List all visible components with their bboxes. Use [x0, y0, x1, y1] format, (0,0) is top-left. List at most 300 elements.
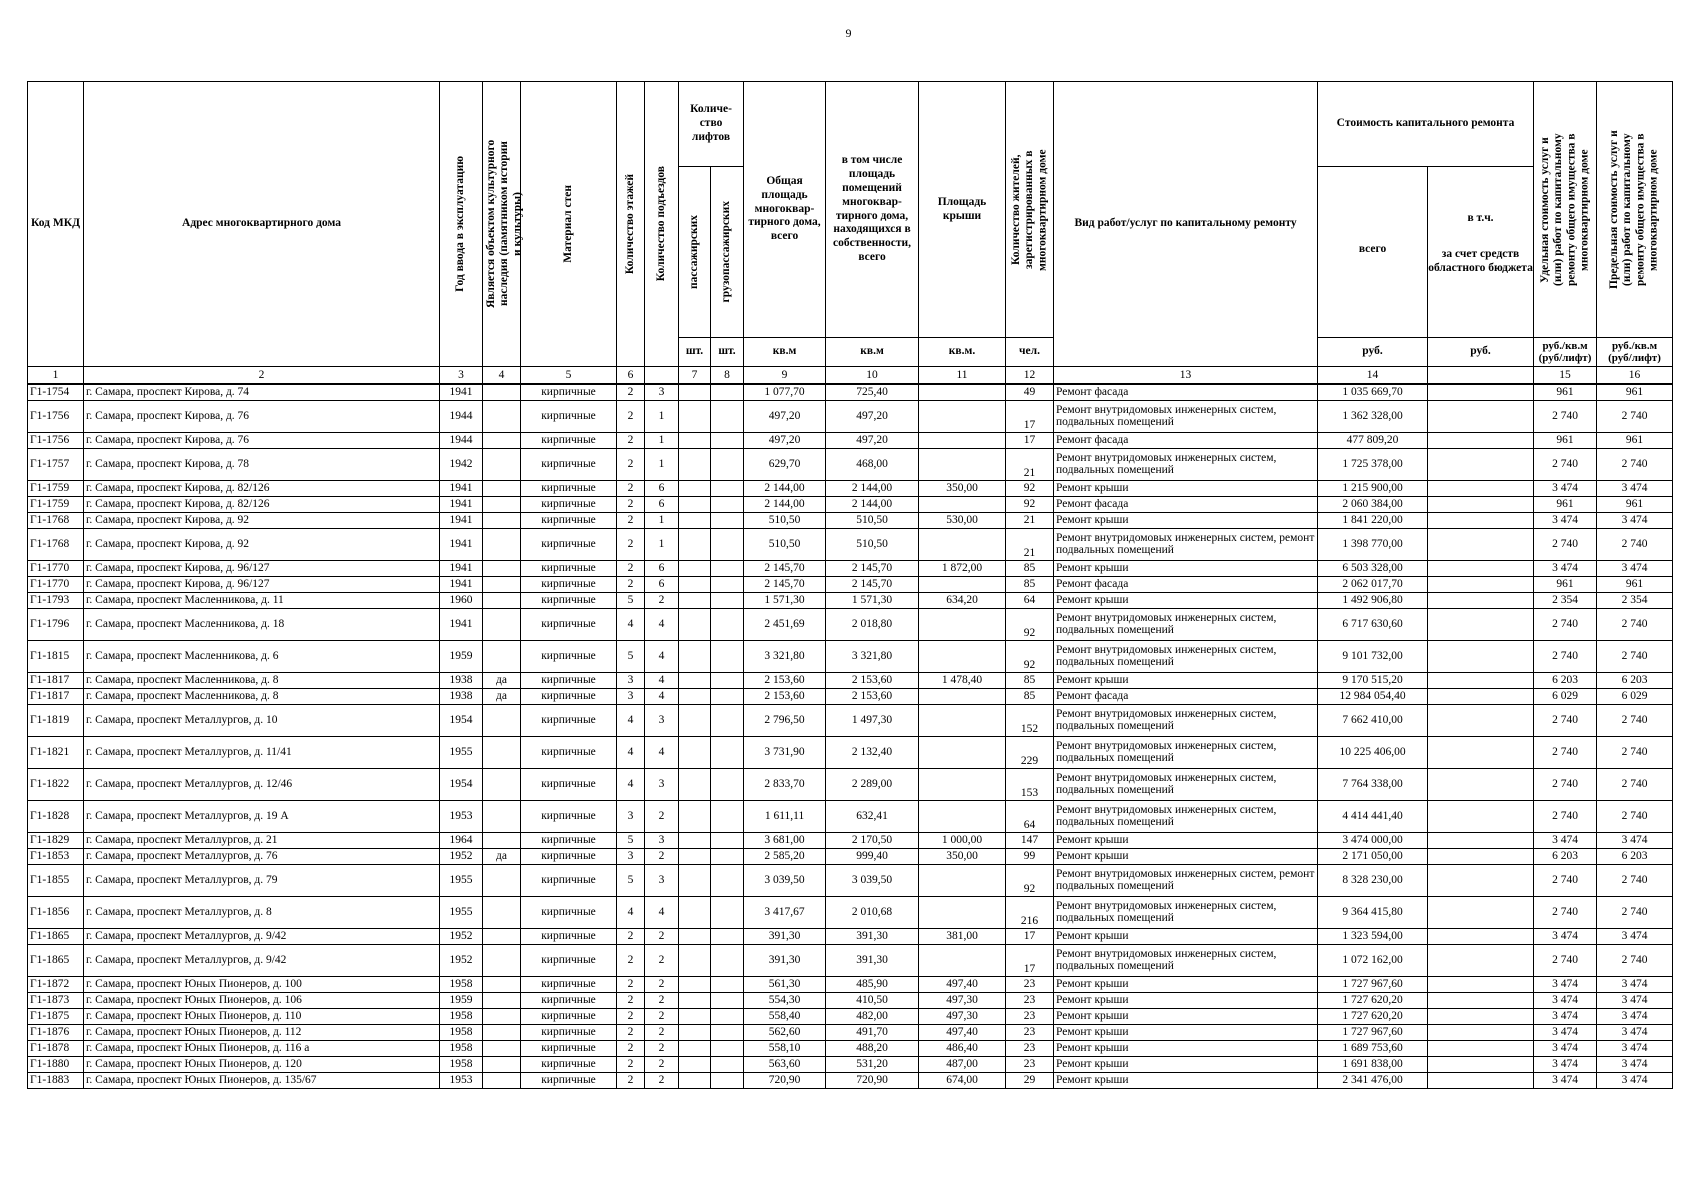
- cell-code: Г1-1875: [28, 1008, 84, 1024]
- cell-entrances: 4: [645, 896, 679, 928]
- cell-address: г. Самара, проспект Кирова, д. 92: [84, 528, 440, 560]
- cell-year: 1938: [440, 672, 483, 688]
- cell-lifts-cargo: [711, 1072, 744, 1088]
- cell-year: 1955: [440, 864, 483, 896]
- cell-work-type: Ремонт внутридомовых инженерных систем, подвальных помещений: [1054, 608, 1318, 640]
- cell-max-cost: 961: [1597, 496, 1673, 512]
- cell-residents: 229: [1006, 736, 1054, 768]
- header-work-type: Вид работ/услуг по капитальному ремонту: [1054, 82, 1318, 367]
- header-cost-incl-label: в т.ч.: [1467, 212, 1494, 225]
- header-cost: Стоимость капитального ремонта: [1318, 82, 1534, 167]
- cell-roof-area: [919, 400, 1006, 432]
- cell-cost-total: 1 727 620,20: [1318, 1008, 1428, 1024]
- cell-unit-cost: 961: [1534, 384, 1597, 400]
- cell-cost-total: 7 662 410,00: [1318, 704, 1428, 736]
- cell-code: Г1-1829: [28, 832, 84, 848]
- cell-cost-total: 1 323 594,00: [1318, 928, 1428, 944]
- cell-floors: 2: [617, 528, 645, 560]
- cell-total-area: 391,30: [744, 944, 826, 976]
- cell-floors: 5: [617, 864, 645, 896]
- cell-cost-budget: [1428, 496, 1534, 512]
- cell-entrances: 3: [645, 832, 679, 848]
- cell-material: кирпичные: [521, 944, 617, 976]
- cell-address: г. Самара, проспект Кирова, д. 76: [84, 432, 440, 448]
- unit-pcs-cargo: шт.: [711, 338, 744, 367]
- cell-address: г. Самара, проспект Юных Пионеров, д. 100: [84, 976, 440, 992]
- header-material: Материал стен: [521, 82, 617, 367]
- cell-cost-total: 1 691 838,00: [1318, 1056, 1428, 1072]
- cell-lifts-cargo: [711, 1040, 744, 1056]
- cell-max-cost: 961: [1597, 432, 1673, 448]
- cell-floors: 2: [617, 1024, 645, 1040]
- cell-code: Г1-1817: [28, 672, 84, 688]
- cell-owned-area: 391,30: [826, 928, 919, 944]
- cell-heritage: [483, 384, 521, 400]
- cell-lifts-passenger: [679, 976, 711, 992]
- cell-cost-total: 1 362 328,00: [1318, 400, 1428, 432]
- cell-heritage: [483, 768, 521, 800]
- cell-material: кирпичные: [521, 928, 617, 944]
- column-number: 9: [744, 367, 826, 385]
- cell-address: г. Самара, проспект Масленникова, д. 6: [84, 640, 440, 672]
- table-row: [28, 736, 1673, 768]
- table-row: [28, 432, 1673, 448]
- cell-year: 1952: [440, 928, 483, 944]
- cell-floors: 3: [617, 800, 645, 832]
- cell-lifts-cargo: [711, 928, 744, 944]
- cell-lifts-passenger: [679, 800, 711, 832]
- cell-material: кирпичные: [521, 576, 617, 592]
- cell-address: г. Самара, проспект Металлургов, д. 19 А: [84, 800, 440, 832]
- cell-total-area: 2 585,20: [744, 848, 826, 864]
- cell-cost-total: 1 727 620,20: [1318, 992, 1428, 1008]
- cell-heritage: [483, 736, 521, 768]
- cell-owned-area: 2 289,00: [826, 768, 919, 800]
- cell-unit-cost: 6 203: [1534, 848, 1597, 864]
- cell-address: г. Самара, проспект Кирова, д. 76: [84, 400, 440, 432]
- cell-max-cost: 2 354: [1597, 592, 1673, 608]
- cell-work-type: Ремонт крыши: [1054, 512, 1318, 528]
- cell-floors: 3: [617, 672, 645, 688]
- cell-unit-cost: 6 029: [1534, 688, 1597, 704]
- cell-cost-budget: [1428, 528, 1534, 560]
- cell-floors: 4: [617, 768, 645, 800]
- cell-roof-area: 1 000,00: [919, 832, 1006, 848]
- table-row: [28, 592, 1673, 608]
- cell-code: Г1-1756: [28, 400, 84, 432]
- cell-roof-area: 350,00: [919, 848, 1006, 864]
- cell-owned-area: 2 144,00: [826, 480, 919, 496]
- cell-unit-cost: 3 474: [1534, 1072, 1597, 1088]
- cell-material: кирпичные: [521, 800, 617, 832]
- cell-cost-total: 1 841 220,00: [1318, 512, 1428, 528]
- cell-max-cost: 3 474: [1597, 512, 1673, 528]
- cell-cost-budget: [1428, 976, 1534, 992]
- cell-max-cost: 2 740: [1597, 528, 1673, 560]
- cell-total-area: 510,50: [744, 528, 826, 560]
- cell-lifts-passenger: [679, 672, 711, 688]
- header-lifts-cargo: грузопассажирских: [711, 167, 744, 338]
- cell-code: Г1-1828: [28, 800, 84, 832]
- cell-roof-area: [919, 688, 1006, 704]
- cell-floors: 2: [617, 480, 645, 496]
- cell-heritage: [483, 928, 521, 944]
- header-roof-area: Площадь крыши: [919, 82, 1006, 338]
- header-lifts: Количе-ство лифтов: [679, 82, 744, 167]
- cell-entrances: 2: [645, 992, 679, 1008]
- cell-cost-total: 2 062 017,70: [1318, 576, 1428, 592]
- cell-owned-area: 2 145,70: [826, 560, 919, 576]
- cell-total-area: 497,20: [744, 432, 826, 448]
- cell-address: г. Самара, проспект Металлургов, д. 10: [84, 704, 440, 736]
- cell-lifts-passenger: [679, 688, 711, 704]
- cell-entrances: 4: [645, 640, 679, 672]
- cell-cost-budget: [1428, 1024, 1534, 1040]
- unit-rate-max-cost: руб./кв.м (руб/лифт): [1597, 338, 1673, 367]
- cell-address: г. Самара, проспект Металлургов, д. 79: [84, 864, 440, 896]
- cell-unit-cost: 2 740: [1534, 528, 1597, 560]
- unit-area-owned: кв.м: [826, 338, 919, 367]
- cell-lifts-passenger: [679, 512, 711, 528]
- column-number-row: [28, 367, 1673, 385]
- cell-lifts-passenger: [679, 1008, 711, 1024]
- cell-work-type: Ремонт фасада: [1054, 576, 1318, 592]
- cell-code: Г1-1754: [28, 384, 84, 400]
- cell-roof-area: 497,30: [919, 1008, 1006, 1024]
- cell-max-cost: 3 474: [1597, 1072, 1673, 1088]
- cell-work-type: Ремонт фасада: [1054, 496, 1318, 512]
- cell-cost-budget: [1428, 1056, 1534, 1072]
- cell-heritage: [483, 944, 521, 976]
- cell-work-type: Ремонт внутридомовых инженерных систем, ремонт подвальных помещений: [1054, 864, 1318, 896]
- cell-year: 1953: [440, 1072, 483, 1088]
- cell-total-area: 554,30: [744, 992, 826, 1008]
- cell-owned-area: 485,90: [826, 976, 919, 992]
- cell-heritage: [483, 864, 521, 896]
- header-unit-cost: Удельная стоимость услуг и (или) работ по капитальному ремонту общего имущества в многоквартирном доме: [1534, 82, 1597, 338]
- cell-floors: 2: [617, 992, 645, 1008]
- cell-year: 1942: [440, 448, 483, 480]
- cell-work-type: Ремонт крыши: [1054, 1008, 1318, 1024]
- cell-code: Г1-1759: [28, 480, 84, 496]
- cell-year: 1959: [440, 992, 483, 1008]
- cell-year: 1953: [440, 800, 483, 832]
- cell-cost-budget: [1428, 800, 1534, 832]
- cell-residents: 21: [1006, 512, 1054, 528]
- header-cost-budget: за счет средств областного бюджета: [1428, 248, 1533, 274]
- cell-total-area: 2 796,50: [744, 704, 826, 736]
- cell-cost-budget: [1428, 768, 1534, 800]
- cell-work-type: Ремонт крыши: [1054, 592, 1318, 608]
- cell-cost-total: 4 414 441,40: [1318, 800, 1428, 832]
- cell-heritage: [483, 432, 521, 448]
- cell-residents: 23: [1006, 992, 1054, 1008]
- table-row: [28, 864, 1673, 896]
- cell-owned-area: 2 153,60: [826, 672, 919, 688]
- cell-cost-budget: [1428, 896, 1534, 928]
- cell-roof-area: 486,40: [919, 1040, 1006, 1056]
- cell-material: кирпичные: [521, 480, 617, 496]
- cell-work-type: Ремонт крыши: [1054, 1072, 1318, 1088]
- cell-lifts-passenger: [679, 480, 711, 496]
- cell-cost-budget: [1428, 944, 1534, 976]
- cell-code: Г1-1759: [28, 496, 84, 512]
- cell-total-area: 2 145,70: [744, 576, 826, 592]
- cell-cost-total: 477 809,20: [1318, 432, 1428, 448]
- cell-floors: 2: [617, 576, 645, 592]
- header-owned-area: в том числе площадь помещений многоквар-тирного дома, находящихся в собственности, всего: [826, 82, 919, 338]
- cell-total-area: 3 417,67: [744, 896, 826, 928]
- column-number: 13: [1054, 367, 1318, 385]
- cell-residents: 92: [1006, 496, 1054, 512]
- cell-address: г. Самара, проспект Юных Пионеров, д. 106: [84, 992, 440, 1008]
- cell-year: 1958: [440, 1008, 483, 1024]
- cell-work-type: Ремонт фасада: [1054, 432, 1318, 448]
- cell-entrances: 2: [645, 1040, 679, 1056]
- cell-lifts-cargo: [711, 768, 744, 800]
- cell-roof-area: [919, 640, 1006, 672]
- cell-entrances: 6: [645, 576, 679, 592]
- cell-owned-area: 2 145,70: [826, 576, 919, 592]
- cell-max-cost: 3 474: [1597, 1024, 1673, 1040]
- cell-roof-area: 350,00: [919, 480, 1006, 496]
- table-row: [28, 496, 1673, 512]
- cell-residents: 147: [1006, 832, 1054, 848]
- cell-work-type: Ремонт крыши: [1054, 992, 1318, 1008]
- cell-material: кирпичные: [521, 512, 617, 528]
- header-cost-incl: [1428, 167, 1534, 338]
- cell-material: кирпичные: [521, 992, 617, 1008]
- cell-work-type: Ремонт внутридомовых инженерных систем, подвальных помещений: [1054, 736, 1318, 768]
- cell-address: г. Самара, проспект Металлургов, д. 21: [84, 832, 440, 848]
- cell-heritage: [483, 800, 521, 832]
- cell-heritage: [483, 608, 521, 640]
- cell-total-area: 2 451,69: [744, 608, 826, 640]
- cell-address: г. Самара, проспект Металлургов, д. 9/42: [84, 944, 440, 976]
- cell-residents: 23: [1006, 1056, 1054, 1072]
- cell-residents: 23: [1006, 976, 1054, 992]
- cell-cost-total: 1 689 753,60: [1318, 1040, 1428, 1056]
- cell-residents: 64: [1006, 800, 1054, 832]
- cell-lifts-cargo: [711, 736, 744, 768]
- cell-unit-cost: 2 740: [1534, 944, 1597, 976]
- cell-owned-area: 468,00: [826, 448, 919, 480]
- cell-heritage: [483, 1040, 521, 1056]
- cell-roof-area: [919, 528, 1006, 560]
- cell-work-type: Ремонт крыши: [1054, 1024, 1318, 1040]
- cell-work-type: Ремонт крыши: [1054, 1056, 1318, 1072]
- cell-code: Г1-1757: [28, 448, 84, 480]
- cell-lifts-cargo: [711, 992, 744, 1008]
- cell-total-area: 558,40: [744, 1008, 826, 1024]
- cell-material: кирпичные: [521, 672, 617, 688]
- table-row: [28, 1072, 1673, 1088]
- cell-total-area: 1 611,11: [744, 800, 826, 832]
- cell-code: Г1-1768: [28, 528, 84, 560]
- cell-roof-area: [919, 768, 1006, 800]
- cell-floors: 2: [617, 512, 645, 528]
- table-row: [28, 848, 1673, 864]
- cell-floors: 5: [617, 832, 645, 848]
- cell-lifts-passenger: [679, 384, 711, 400]
- column-number: 8: [711, 367, 744, 385]
- cell-residents: 216: [1006, 896, 1054, 928]
- cell-lifts-cargo: [711, 1008, 744, 1024]
- cell-lifts-passenger: [679, 944, 711, 976]
- cell-max-cost: 2 740: [1597, 944, 1673, 976]
- cell-address: г. Самара, проспект Юных Пионеров, д. 135/67: [84, 1072, 440, 1088]
- cell-owned-area: 497,20: [826, 432, 919, 448]
- cell-roof-area: [919, 704, 1006, 736]
- cell-heritage: [483, 832, 521, 848]
- cell-lifts-passenger: [679, 400, 711, 432]
- column-number: 5: [521, 367, 617, 385]
- cell-max-cost: 2 740: [1597, 608, 1673, 640]
- table-row: [28, 480, 1673, 496]
- cell-max-cost: 3 474: [1597, 928, 1673, 944]
- cell-cost-total: 9 170 515,20: [1318, 672, 1428, 688]
- cell-work-type: Ремонт внутридомовых инженерных систем, подвальных помещений: [1054, 896, 1318, 928]
- cell-address: г. Самара, проспект Металлургов, д. 11/41: [84, 736, 440, 768]
- cell-cost-total: 2 341 476,00: [1318, 1072, 1428, 1088]
- cell-year: 1954: [440, 704, 483, 736]
- header-lifts-passenger: пассажирских: [679, 167, 711, 338]
- cell-residents: 23: [1006, 1040, 1054, 1056]
- cell-unit-cost: 2 740: [1534, 640, 1597, 672]
- cell-entrances: 1: [645, 400, 679, 432]
- cell-heritage: да: [483, 672, 521, 688]
- cell-entrances: 2: [645, 1024, 679, 1040]
- cell-address: г. Самара, проспект Металлургов, д. 76: [84, 848, 440, 864]
- cell-code: Г1-1819: [28, 704, 84, 736]
- cell-cost-budget: [1428, 688, 1534, 704]
- header-cost-total: всего: [1318, 167, 1428, 338]
- cell-max-cost: 2 740: [1597, 768, 1673, 800]
- cell-lifts-cargo: [711, 480, 744, 496]
- cell-year: 1964: [440, 832, 483, 848]
- cell-total-area: 1 571,30: [744, 592, 826, 608]
- cell-entrances: 3: [645, 768, 679, 800]
- cell-floors: 2: [617, 928, 645, 944]
- cell-entrances: 6: [645, 560, 679, 576]
- cell-max-cost: 961: [1597, 384, 1673, 400]
- cell-address: г. Самара, проспект Масленникова, д. 11: [84, 592, 440, 608]
- cell-heritage: [483, 448, 521, 480]
- cell-lifts-passenger: [679, 1072, 711, 1088]
- cell-max-cost: 2 740: [1597, 864, 1673, 896]
- cell-entrances: 2: [645, 1072, 679, 1088]
- table-body: [28, 384, 1673, 1088]
- cell-floors: 3: [617, 688, 645, 704]
- cell-unit-cost: 2 740: [1534, 400, 1597, 432]
- cell-unit-cost: 3 474: [1534, 560, 1597, 576]
- cell-residents: 92: [1006, 480, 1054, 496]
- table-row: [28, 832, 1673, 848]
- cell-total-area: 3 039,50: [744, 864, 826, 896]
- cell-year: 1941: [440, 528, 483, 560]
- header-entrances: Количество подъездов: [645, 82, 679, 367]
- header-floors: Количество этажей: [617, 82, 645, 367]
- cell-material: кирпичные: [521, 832, 617, 848]
- cell-entrances: 3: [645, 704, 679, 736]
- cell-lifts-passenger: [679, 1056, 711, 1072]
- cell-code: Г1-1880: [28, 1056, 84, 1072]
- cell-material: кирпичные: [521, 432, 617, 448]
- cell-entrances: 2: [645, 592, 679, 608]
- cell-address: г. Самара, проспект Масленникова, д. 8: [84, 688, 440, 704]
- cell-lifts-cargo: [711, 832, 744, 848]
- cell-code: Г1-1856: [28, 896, 84, 928]
- cell-residents: 99: [1006, 848, 1054, 864]
- cell-lifts-passenger: [679, 992, 711, 1008]
- capital-repair-table: [27, 81, 1673, 1089]
- cell-heritage: [483, 992, 521, 1008]
- cell-year: 1955: [440, 736, 483, 768]
- cell-entrances: 2: [645, 848, 679, 864]
- cell-work-type: Ремонт внутридомовых инженерных систем, подвальных помещений: [1054, 640, 1318, 672]
- table-row: [28, 400, 1673, 432]
- cell-owned-area: 1 571,30: [826, 592, 919, 608]
- cell-max-cost: 2 740: [1597, 704, 1673, 736]
- cell-lifts-cargo: [711, 400, 744, 432]
- unit-area-roof: кв.м.: [919, 338, 1006, 367]
- cell-cost-budget: [1428, 384, 1534, 400]
- cell-year: 1958: [440, 1056, 483, 1072]
- cell-total-area: 497,20: [744, 400, 826, 432]
- cell-owned-area: 488,20: [826, 1040, 919, 1056]
- cell-cost-total: 6 717 630,60: [1318, 608, 1428, 640]
- cell-entrances: 4: [645, 608, 679, 640]
- cell-residents: 21: [1006, 528, 1054, 560]
- cell-address: г. Самара, проспект Металлургов, д. 12/46: [84, 768, 440, 800]
- cell-code: Г1-1876: [28, 1024, 84, 1040]
- unit-rate-unit-cost: руб./кв.м (руб/лифт): [1534, 338, 1597, 367]
- cell-residents: 85: [1006, 672, 1054, 688]
- cell-cost-budget: [1428, 560, 1534, 576]
- table-row: [28, 1056, 1673, 1072]
- cell-cost-budget: [1428, 736, 1534, 768]
- cell-floors: 2: [617, 400, 645, 432]
- cell-heritage: [483, 976, 521, 992]
- cell-total-area: 3 681,00: [744, 832, 826, 848]
- cell-lifts-cargo: [711, 976, 744, 992]
- cell-cost-total: 7 764 338,00: [1318, 768, 1428, 800]
- cell-cost-total: 1 215 900,00: [1318, 480, 1428, 496]
- cell-total-area: 2 153,60: [744, 672, 826, 688]
- cell-floors: 4: [617, 896, 645, 928]
- cell-year: 1955: [440, 896, 483, 928]
- cell-code: Г1-1817: [28, 688, 84, 704]
- cell-total-area: 629,70: [744, 448, 826, 480]
- cell-work-type: Ремонт внутридомовых инженерных систем, подвальных помещений: [1054, 400, 1318, 432]
- cell-lifts-passenger: [679, 528, 711, 560]
- cell-floors: 2: [617, 384, 645, 400]
- column-number: 1: [28, 367, 84, 385]
- table-row: [28, 896, 1673, 928]
- cell-roof-area: 530,00: [919, 512, 1006, 528]
- cell-heritage: [483, 512, 521, 528]
- cell-residents: 64: [1006, 592, 1054, 608]
- cell-cost-total: 3 474 000,00: [1318, 832, 1428, 848]
- cell-roof-area: 381,00: [919, 928, 1006, 944]
- cell-residents: 49: [1006, 384, 1054, 400]
- cell-lifts-cargo: [711, 1056, 744, 1072]
- cell-entrances: 6: [645, 480, 679, 496]
- header-residents: Количество жителей, зарегистрированных в многоквартирном доме: [1006, 82, 1054, 338]
- cell-material: кирпичные: [521, 560, 617, 576]
- cell-entrances: 2: [645, 1056, 679, 1072]
- cell-code: Г1-1815: [28, 640, 84, 672]
